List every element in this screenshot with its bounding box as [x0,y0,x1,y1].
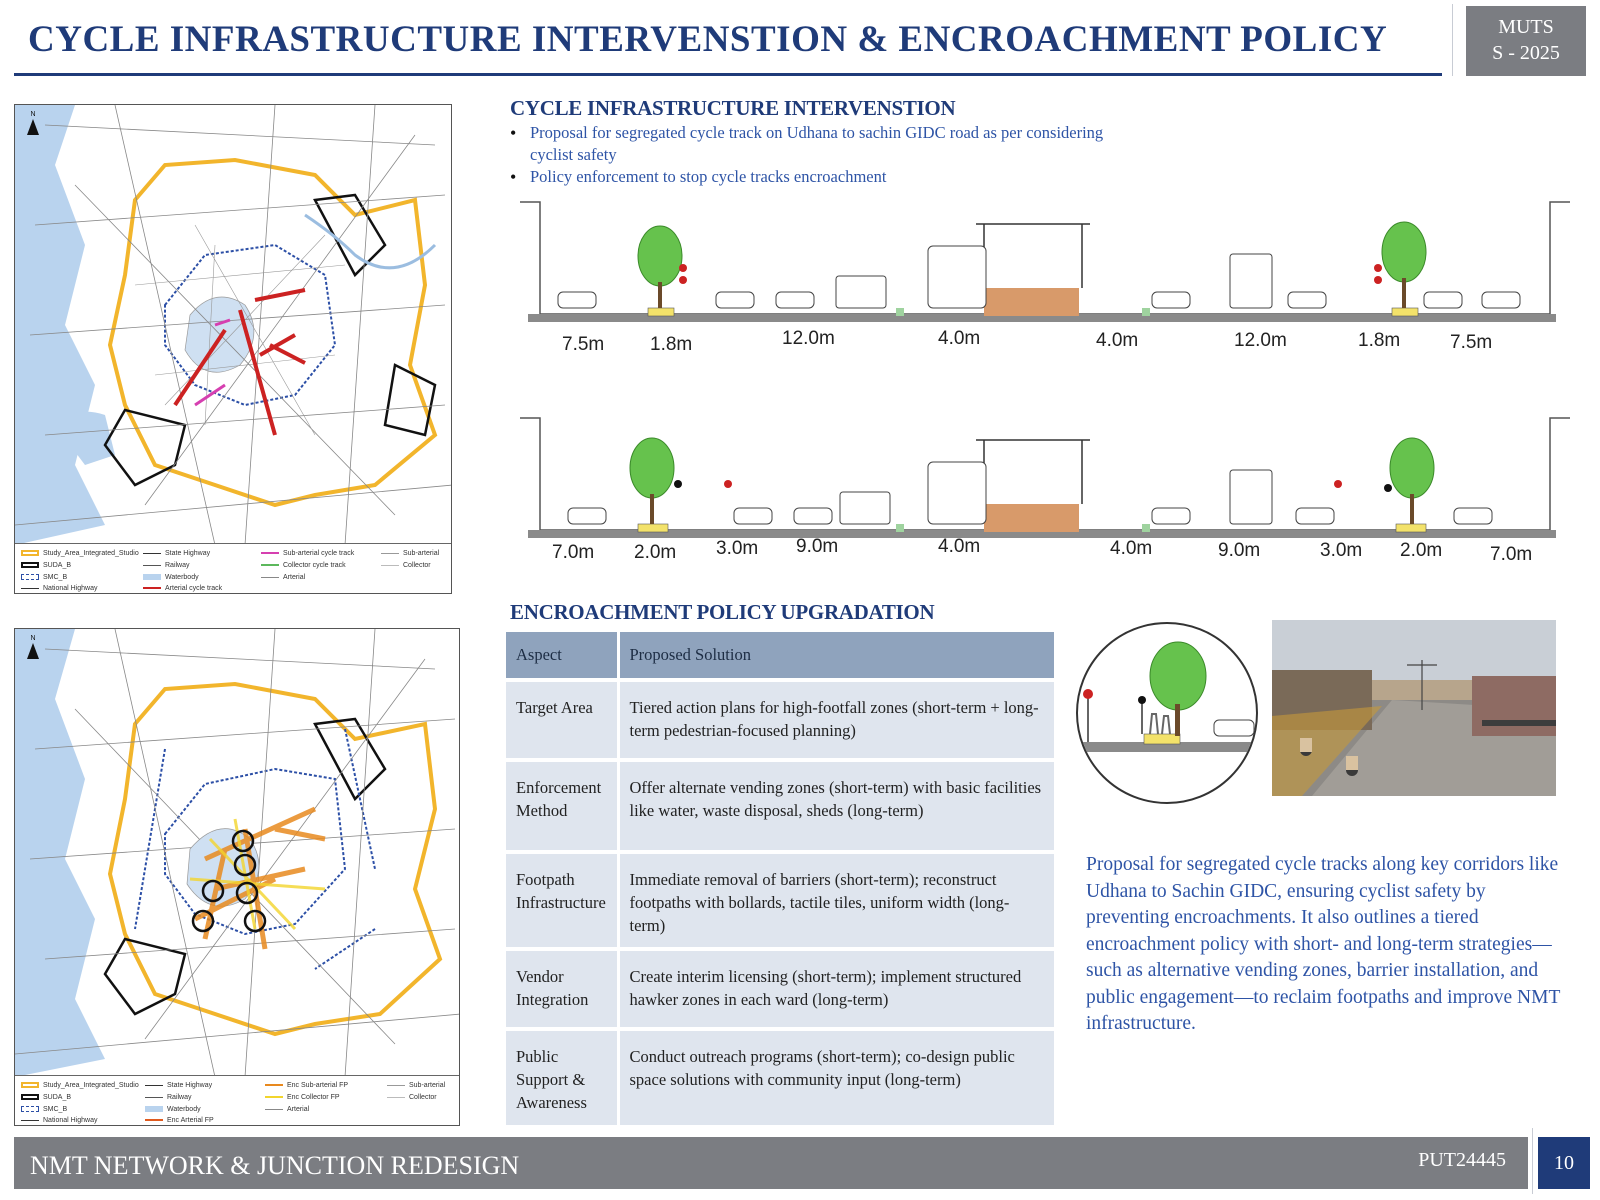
cycle-track-map-graphic [15,105,452,545]
header-divider [1452,4,1453,76]
title-divider [14,73,1442,76]
policy-table [506,632,1054,1125]
street-photo [1272,620,1556,796]
dimension-label: 3.0m [716,538,759,559]
legend-arterial-cycle: Arterial cycle track [165,585,223,592]
policy-heading: ENCROACHMENT POLICY UPGRADATION [510,600,935,624]
intervention-bullets [508,122,1128,188]
bullet-item: • Proposal for segregated cycle track on Udhana to sachin GIDC road as per considering cyclist safety [508,122,1128,166]
cycle-track-detail-circle [1076,622,1258,804]
solution-cell: Create interim licensing (short-term); implement structured hawker zones in each ward (long-term) [618,949,1054,1029]
intervention-heading: CYCLE INFRASTRUCTURE INTERVENSTION [510,96,956,120]
legend-study-area: Study_Area_Integrated_Studio [43,1082,139,1089]
dimension-label: 4.0m [1110,538,1153,559]
table-header-row [506,632,1054,680]
dimension-label: 12.0m [1234,330,1287,351]
north-arrow [25,111,41,135]
page-number: 10 [1538,1137,1590,1189]
legend-national-highway: National Highway [43,585,98,592]
legend-railway: Railway [167,1094,192,1101]
solution-cell: Offer alternate vending zones (short-term) with basic facilities like water, waste disposal, sheds (long-term) [618,760,1054,852]
cross-section-1-graphic [520,196,1572,326]
dimension-label: 7.0m [1490,544,1533,565]
legend-smc: SMC_B [43,1106,68,1113]
legend-smc: SMC_B [43,574,68,581]
road-cross-section-1 [520,196,1572,366]
legend-arterial: Arterial [287,1106,310,1113]
dimension-label: 7.5m [562,334,605,355]
legend-enc-sub-arterial: Enc Sub-arterial FP [287,1082,349,1089]
encroachment-map [14,628,460,1126]
dimension-label: 3.0m [1320,540,1363,561]
aspect-cell: Target Area [506,680,618,760]
table-row [506,1029,1054,1125]
table-row [506,680,1054,760]
legend-state-highway: State Highway [165,550,211,557]
north-label: N [30,111,36,118]
table-row [506,852,1054,949]
legend-waterbody: Waterbody [167,1106,201,1113]
legend-collector: Collector [403,562,431,569]
badge-line-1: MUTS [1498,16,1554,38]
aspect-cell: Public Support & Awareness [506,1029,618,1125]
north-label: N [30,635,36,642]
summary-paragraph: Proposal for segregated cycle tracks along key corridors like Udhana to Sachin GIDC, ensuring cyclist safety by preventing encroachments. It also outlines a tiered encroachment policy with short- and long-term strategies—such as alternative vending zones, barrier installation, and public engagement—to reclaim footpaths and improve NMT infrastructure. [1086,854,1561,1034]
aspect-cell: Footpath Infrastructure [506,852,618,949]
solution-cell: Immediate removal of barriers (short-term); reconstruct footpaths with bollards, tactile tiles, uniform width (long-term) [618,852,1054,949]
map-legend [15,1075,459,1125]
bullet-item: • Policy enforcement to stop cycle tracks encroachment [508,166,1128,188]
dimension-label: 7.0m [552,542,595,563]
studio-badge [1466,6,1586,76]
dimension-label: 7.5m [1450,332,1493,353]
column-header-aspect: Aspect [506,632,618,680]
dimension-label: 4.0m [1096,330,1139,351]
north-arrow [25,635,41,659]
footer-title: NMT NETWORK & JUNCTION REDESIGN [30,1151,520,1180]
legend-enc-arterial: Enc Arterial FP [167,1117,214,1124]
course-code: PUT24445 [1418,1149,1506,1171]
column-header-solution: Proposed Solution [618,632,1054,680]
legend-national-highway: National Highway [43,1117,98,1124]
detail-graphic [1078,624,1258,804]
legend-enc-collector: Enc Collector FP [287,1094,340,1101]
aspect-cell: Enforcement Method [506,760,618,852]
table-row [506,949,1054,1029]
legend-railway: Railway [165,562,190,569]
cycle-track-map [14,104,452,594]
legend-suda: SUDA_B [43,562,72,569]
footer-bar [14,1137,1528,1189]
dimension-label: 9.0m [796,536,839,557]
legend-sub-arterial: Sub-arterial [409,1082,446,1089]
legend-collector-cycle: Collector cycle track [283,562,346,569]
encroachment-map-graphic [15,629,460,1077]
legend-arterial: Arterial [283,574,306,581]
legend-suda: SUDA_B [43,1094,72,1101]
dimension-label: 9.0m [1218,540,1261,561]
legend-waterbody: Waterbody [165,574,199,581]
dimension-label: 4.0m [938,536,981,557]
legend-state-highway: State Highway [167,1082,213,1089]
dimension-label: 2.0m [1400,540,1443,561]
dimension-label: 2.0m [634,542,677,563]
aspect-cell: Vendor Integration [506,949,618,1029]
road-cross-section-2 [520,412,1572,582]
dimension-label: 4.0m [938,328,981,349]
legend-collector: Collector [409,1094,437,1101]
page-title: CYCLE INFRASTRUCTURE INTERVENSTION & ENCROACHMENT POLICY [28,19,1388,60]
solution-cell: Tiered action plans for high-footfall zones (short-term + long-term pedestrian-focused planning) [618,680,1054,760]
legend-sub-arterial-cycle: Sub-arterial cycle track [283,550,355,557]
footer-divider [1532,1128,1533,1194]
dimension-label: 1.8m [1358,330,1401,351]
solution-cell: Conduct outreach programs (short-term); co-design public space solutions with community input (long-term) [618,1029,1054,1125]
dimension-label: 1.8m [650,334,693,355]
badge-line-2: S - 2025 [1492,42,1560,64]
dimension-label: 12.0m [782,328,835,349]
table-row [506,760,1054,852]
legend-sub-arterial: Sub-arterial [403,550,440,557]
cross-section-2-graphic [520,412,1572,542]
map-legend [15,543,451,593]
street-photo-graphic [1272,620,1556,796]
legend-study-area: Study_Area_Integrated_Studio [43,550,139,557]
